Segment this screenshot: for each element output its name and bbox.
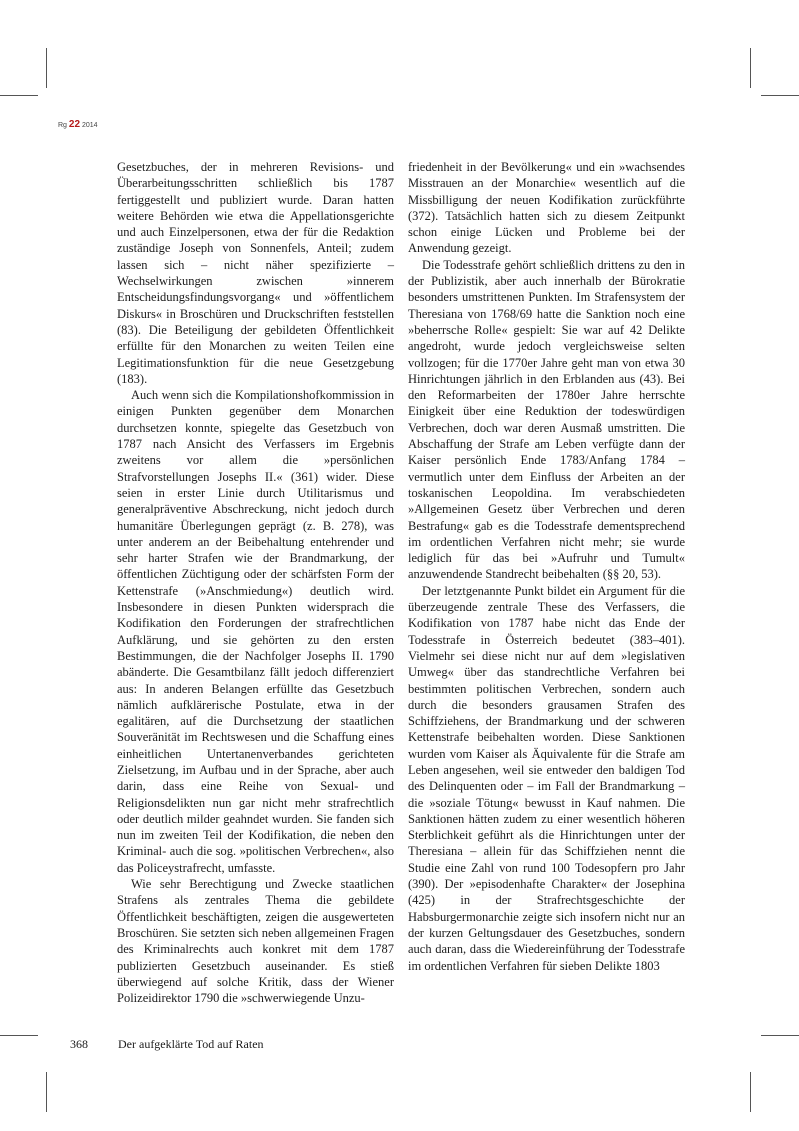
page-footer bbox=[70, 1037, 264, 1052]
journal-year: 2014 bbox=[81, 122, 98, 129]
crop-mark-bottom-left bbox=[46, 1072, 47, 1112]
crop-mark-right-lower bbox=[761, 1035, 799, 1036]
page-number: 368 bbox=[70, 1037, 88, 1051]
left-paragraph-3: Wie sehr Berechtigung und Zwecke staatlichen Strafens als zentrales Thema die gebildete Öffentlichkeit beschäftigten, zeigen die ausgewerteten Broschüren. Sie setzten sich neben allgemeinen Fragen des Kriminalrechts auch konkret mit dem 1787 publizierten Gesetzbuch auseinander. Es stieß überwiegend auf solche Kritik, dass der Wiener Polizeidirektor 1790 die »schwerwiegende Unzu- bbox=[117, 877, 394, 1006]
crop-mark-right-upper bbox=[761, 95, 799, 96]
journal-volume: 22 bbox=[68, 119, 81, 130]
running-title: Der aufgeklärte Tod auf Raten bbox=[118, 1037, 264, 1051]
right-paragraph-2: Die Todesstrafe gehört schließlich drittens zu den in der Publizistik, aber auch innerhalb der Bürokratie besonders umstrittenen Punkten. Im Strafensystem der Theresiana von 1768/69 hatte die Sanktion noch eine »beherrsche Rolle« gespielt: Sie war auf 42 Delikte angedroht, wurde jedoch vergleichsweise selten vollzogen; für die 1770er Jahre geht man von etwa 30 Hinrichtungen jährlich in den Erblanden aus (43). Bei den Reformarbeiten der 1780er Jahre herrschte Einigkeit über eine Reduktion der todeswürdigen Verbrechen, doch war deren Ausmaß umstritten. Die Abschaffung der Strafe am Leben verfügte dann der Kaiser persönlich Ende 1783/Anfang 1784 – vermutlich unter dem Einfluss der Arbeiten an der toskanischen Leopoldina. Im verabschiedeten »Allgemeinen Gesetz über Verbrechen und deren Bestrafung« gab es die Todesstrafe dementsprechend im ordentlichen Verfahren nicht mehr; sie wurde lediglich für das bei »Aufruhr und Tumult« anzuwendende Standrecht beibehalten (§§ 20, 53). bbox=[408, 257, 685, 582]
journal-header bbox=[58, 119, 98, 130]
crop-mark-left-upper bbox=[0, 95, 38, 96]
left-paragraph-2: Auch wenn sich die Kompilationshofkommission in einigen Punkten gegenüber dem Monarchen durchsetzen konnte, spiegelte das Gesetzbuch von 1787 nach Ansicht des Verfassers im Ergebnis zweitens vor allem die »persönlichen Strafvorstellungen Josephs II.« (361) wider. Diese seien in erster Linie durch Utilitarismus und generalpräventive Abschreckung, nicht jedoch durch humanitäre Überlegungen geprägt (z. B. 278), was unter anderem an der Beibehaltung entehrender und sehr harter Strafen wie der Brandmarkung, der öffentlichen Züchtigung oder der schärfsten Form der Kettenstrafe (»Anschmiedung«) deutlich wird. Insbesondere in diesen Punkten widersprach die Kodifikation den Forderungen der strafrechtlichen Aufklärung, und sie gehörten zu den ersten Bestimmungen, die der Nachfolger Josephs II. 1790 abänderte. Die Gesamtbilanz fällt jedoch differenziert aus: In anderen Belangen erfüllte das Gesetzbuch nämlich aufklärerische Postulate, etwa in der egalitären, auf die Durchsetzung der staatlichen Souveränität im Rechtswesen und die Schaffung eines einheitlichen Untertanenverbandes gerichteten Zielsetzung, im Aufbau und in der Sprache, aber auch darin, dass eine Reihe von Sexual- und Religionsdelikten nun gar nicht mehr strafrechtlich oder deutlich milder geahndet wurden. Sie fanden sich nun im zweiten Teil der Kodifikation, die neben den Kriminal- auch die sog. »politischen Verbrechen«, also das Policeystrafrecht, umfasste. bbox=[117, 388, 394, 875]
crop-mark-top-right bbox=[750, 48, 751, 88]
crop-mark-left-lower bbox=[0, 1035, 38, 1036]
crop-mark-bottom-right bbox=[750, 1072, 751, 1112]
crop-mark-top-left bbox=[46, 48, 47, 88]
right-paragraph-1: friedenheit in der Bevölkerung« und ein »wachsendes Misstrauen an der Monarchie« wesentlich auf die Missbilligung der neuen Kodifikation zurückführte (372). Tatsächlich hatten sich zu diesem Zeitpunkt schon einige Lücken und Probleme bei der Anwendung gezeigt. bbox=[408, 160, 685, 256]
journal-prefix: Rg bbox=[58, 122, 67, 129]
left-paragraph-1: Gesetzbuches, der in mehreren Revisions- und Überarbeitungsschritten schließlich bis 1787 fertiggestellt und publiziert wurde. Daran hatten weitere Behörden wie etwa die Appellationsgerichte und auch Einzelpersonen, etwa der für die Redaktion zuständige Joseph von Sonnenfels, Anteil; zudem lassen sich – nicht näher spezifizierte – Wechselwirkungen zwischen »innerem Entscheidungsfindungsvorgang« und »öffentlichem Diskurs« in Broschüren und Druckschriften feststellen (83). Die Beteiligung der gebildeten Öffentlichkeit erfüllte für den Monarchen zu weiten Teilen eine Legitimationsfunktion für die neue Gesetzgebung (183). bbox=[117, 160, 394, 386]
right-text-column bbox=[408, 159, 685, 974]
right-paragraph-3: Der letztgenannte Punkt bildet ein Argument für die überzeugende zentrale These des Verfassers, die Kodifikation von 1787 habe nicht das Ende der Todesstrafe in Österreich bedeutet (383–401). Vielmehr sei diese nicht nur auf dem »legislativen Umweg« über das standrechtliche Verfahren bei bestimmten politischen Verbrechen, sondern auch durch die besonders grausamen Strafen des Schiffziehens, der Brandmarkung und der schweren Kettenstrafe beibehalten worden. Diese Sanktionen wurden vom Kaiser als Äquivalente für die Strafe am Leben angesehen, weil sie entweder den baldigen Tod des Delinquenten oder – im Fall der Brandmarkung – die »soziale Tötung« bewusst in Kauf nahmen. Die Sanktionen hätten zudem zu einer wesentlich höheren Sterblichkeit geführt als die Hinrichtungen unter der Theresiana – allein für das Schiffziehen nennt die Studie eine Zahl von rund 100 Todesopfern pro Jahr (390). Der »episodenhafte Charakter« der Josephina (425) in der Strafrechtsgeschichte der Habsburgermonarchie zeigte sich insofern nicht nur an der kurzen Geltungsdauer des Gesetzbuches, sondern auch daran, dass die Wiedereinführung der Todesstrafe im ordentlichen Verfahren für sieben Delikte 1803 bbox=[408, 583, 685, 973]
left-text-column bbox=[117, 159, 394, 1006]
